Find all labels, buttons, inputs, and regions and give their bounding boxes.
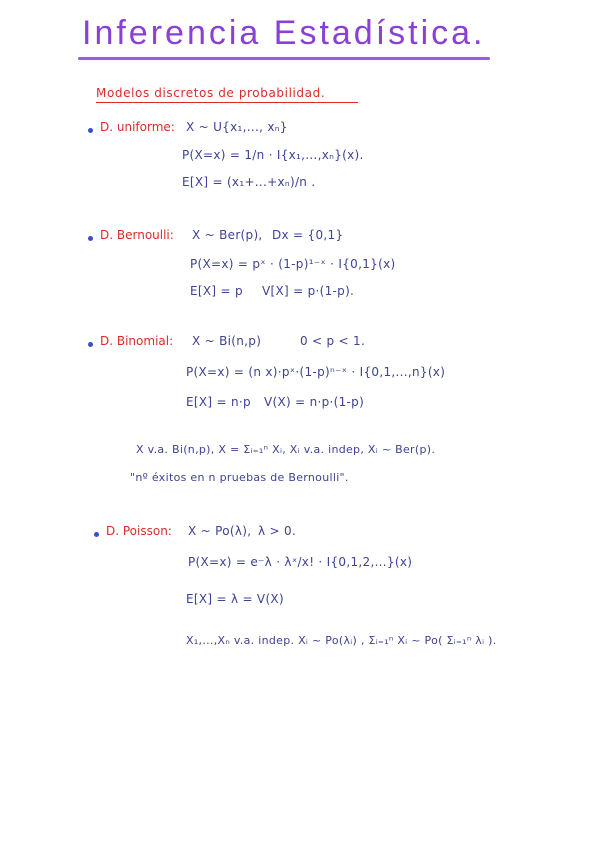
binomial-dist: X ~ Bi(n,p) (192, 334, 262, 348)
binomial-mean: E[X] = n·p (186, 395, 251, 409)
section-heading: Modelos discretos de probabilidad. (96, 86, 326, 100)
title-underline (78, 57, 490, 60)
bernoulli-name: D. Bernoulli: (100, 228, 174, 242)
poisson-pmf: P(X=x) = e⁻λ · λˣ/x! · I{0,1,2,...}(x) (188, 555, 413, 569)
binomial-quote: "nº éxitos en n pruebas de Bernoulli". (130, 471, 349, 484)
binomial-sum: X v.a. Bi(n,p), X = Σᵢ₌₁ⁿ Xᵢ, Xᵢ v.a. indep, Xᵢ ~ Ber(p). (136, 443, 436, 456)
poisson-sum: X₁,...,Xₙ v.a. indep. Xᵢ ~ Po(λᵢ) , Σᵢ₌₁ⁿ Xᵢ ~ Po( Σᵢ₌₁ⁿ λᵢ ). (186, 634, 497, 647)
bullet-bernoulli (88, 236, 93, 241)
bernoulli-dist: X ~ Ber(p), (192, 228, 263, 242)
uniforme-dist: X ~ U{x₁,..., xₙ} (186, 120, 288, 134)
bernoulli-support: Dx = {0,1} (272, 228, 344, 242)
bernoulli-mean: E[X] = p (190, 284, 243, 298)
poisson-meanvar: E[X] = λ = V(X) (186, 592, 284, 606)
binomial-cond: 0 < p < 1. (300, 334, 366, 348)
uniforme-mean: E[X] = (x₁+...+xₙ)/n . (182, 175, 316, 189)
binomial-var: V(X) = n·p·(1-p) (264, 395, 365, 409)
poisson-name: D. Poisson: (106, 524, 172, 538)
binomial-pmf: P(X=x) = (n x)·pˣ·(1-p)ⁿ⁻ˣ · I{0,1,...,n}(x) (186, 365, 446, 379)
page-title: Inferencia Estadística. (82, 14, 486, 52)
section-underline (96, 102, 358, 103)
bernoulli-pmf: P(X=x) = pˣ · (1-p)¹⁻ˣ · I{0,1}(x) (190, 257, 396, 271)
poisson-dist: X ~ Po(λ), (188, 524, 252, 538)
poisson-cond: λ > 0. (258, 524, 297, 538)
bernoulli-var: V[X] = p·(1-p). (262, 284, 355, 298)
bullet-poisson (94, 532, 99, 537)
uniforme-name: D. uniforme: (100, 120, 175, 134)
bullet-uniforme (88, 128, 93, 133)
uniforme-pmf: P(X=x) = 1/n · I{x₁,...,xₙ}(x). (182, 148, 364, 162)
bullet-binomial (88, 342, 93, 347)
binomial-name: D. Binomial: (100, 334, 174, 348)
